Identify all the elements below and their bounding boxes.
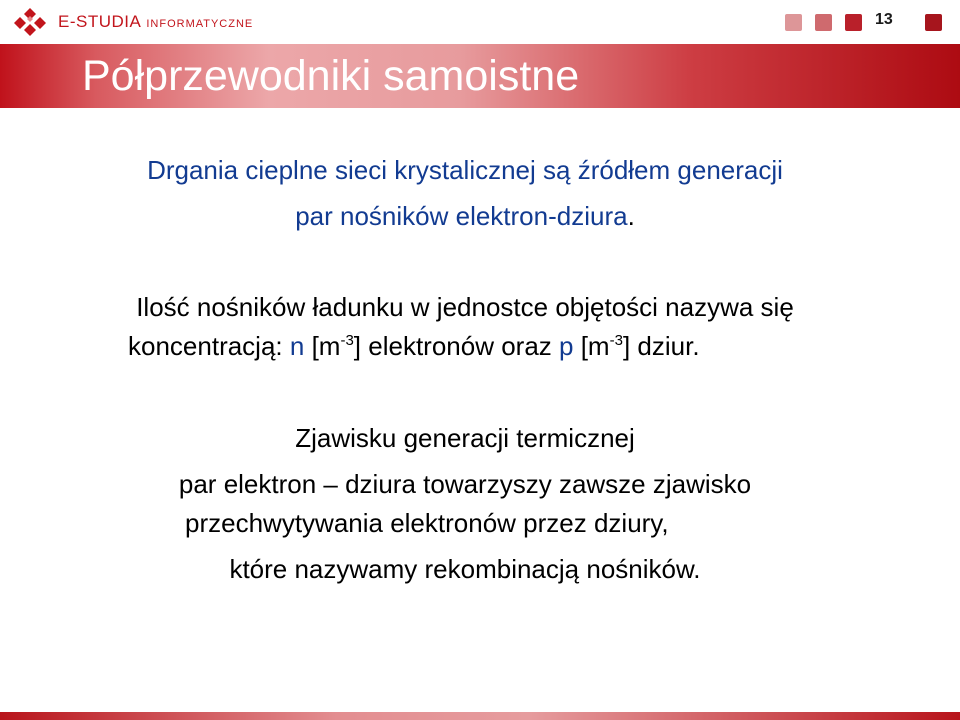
decorative-squares	[0, 14, 960, 34]
logo-brand: E-STUDIA	[58, 12, 142, 31]
paragraph3-line2: par elektron – dziura towarzyszy zawsze zjawisko	[178, 469, 752, 499]
unit-n-open: [m	[304, 331, 341, 361]
unit-p-close: ]	[622, 331, 631, 361]
unit-p-exponent: -3	[609, 332, 623, 349]
square-icon	[815, 14, 832, 31]
concentration-label: koncentracją:	[128, 331, 290, 361]
paragraph2-line1: Ilość nośników ładunku w jednostce objętości nazywa się	[136, 292, 794, 322]
paragraph1-line2-end: .	[627, 201, 635, 231]
holes-text: dziur.	[630, 331, 700, 361]
paragraph1-line1: Drgania cieplne sieci krystalicznej są źródłem generacji	[147, 155, 783, 185]
unit-n-close: ]	[353, 331, 362, 361]
paragraph3-line4: które nazywamy rekombinacją nośników.	[229, 554, 701, 584]
paragraph3-line1: Zjawisku generacji termicznej	[295, 423, 635, 453]
paragraph1-line2	[0, 201, 930, 231]
square-icon	[785, 14, 802, 31]
slide-number: 13	[875, 11, 893, 28]
paragraph2-line2	[128, 331, 700, 361]
slide-title: Półprzewodniki samoistne	[82, 52, 580, 100]
symbol-p: p	[559, 331, 574, 361]
square-icon	[845, 14, 862, 31]
bottom-decorative-bar	[0, 712, 960, 720]
symbol-n: n	[289, 331, 305, 361]
paragraph1-line2-text: par nośników elektron-dziura	[295, 201, 628, 231]
paragraph3-line3: przechwytywania elektronów przez dziury,	[185, 508, 669, 538]
square-icon	[925, 14, 942, 31]
unit-n-exponent: -3	[340, 332, 354, 349]
unit-p-open: [m	[573, 331, 610, 361]
electrons-text: elektronów oraz	[361, 331, 560, 361]
logo-subtitle: INFORMATYCZNE	[146, 17, 254, 30]
